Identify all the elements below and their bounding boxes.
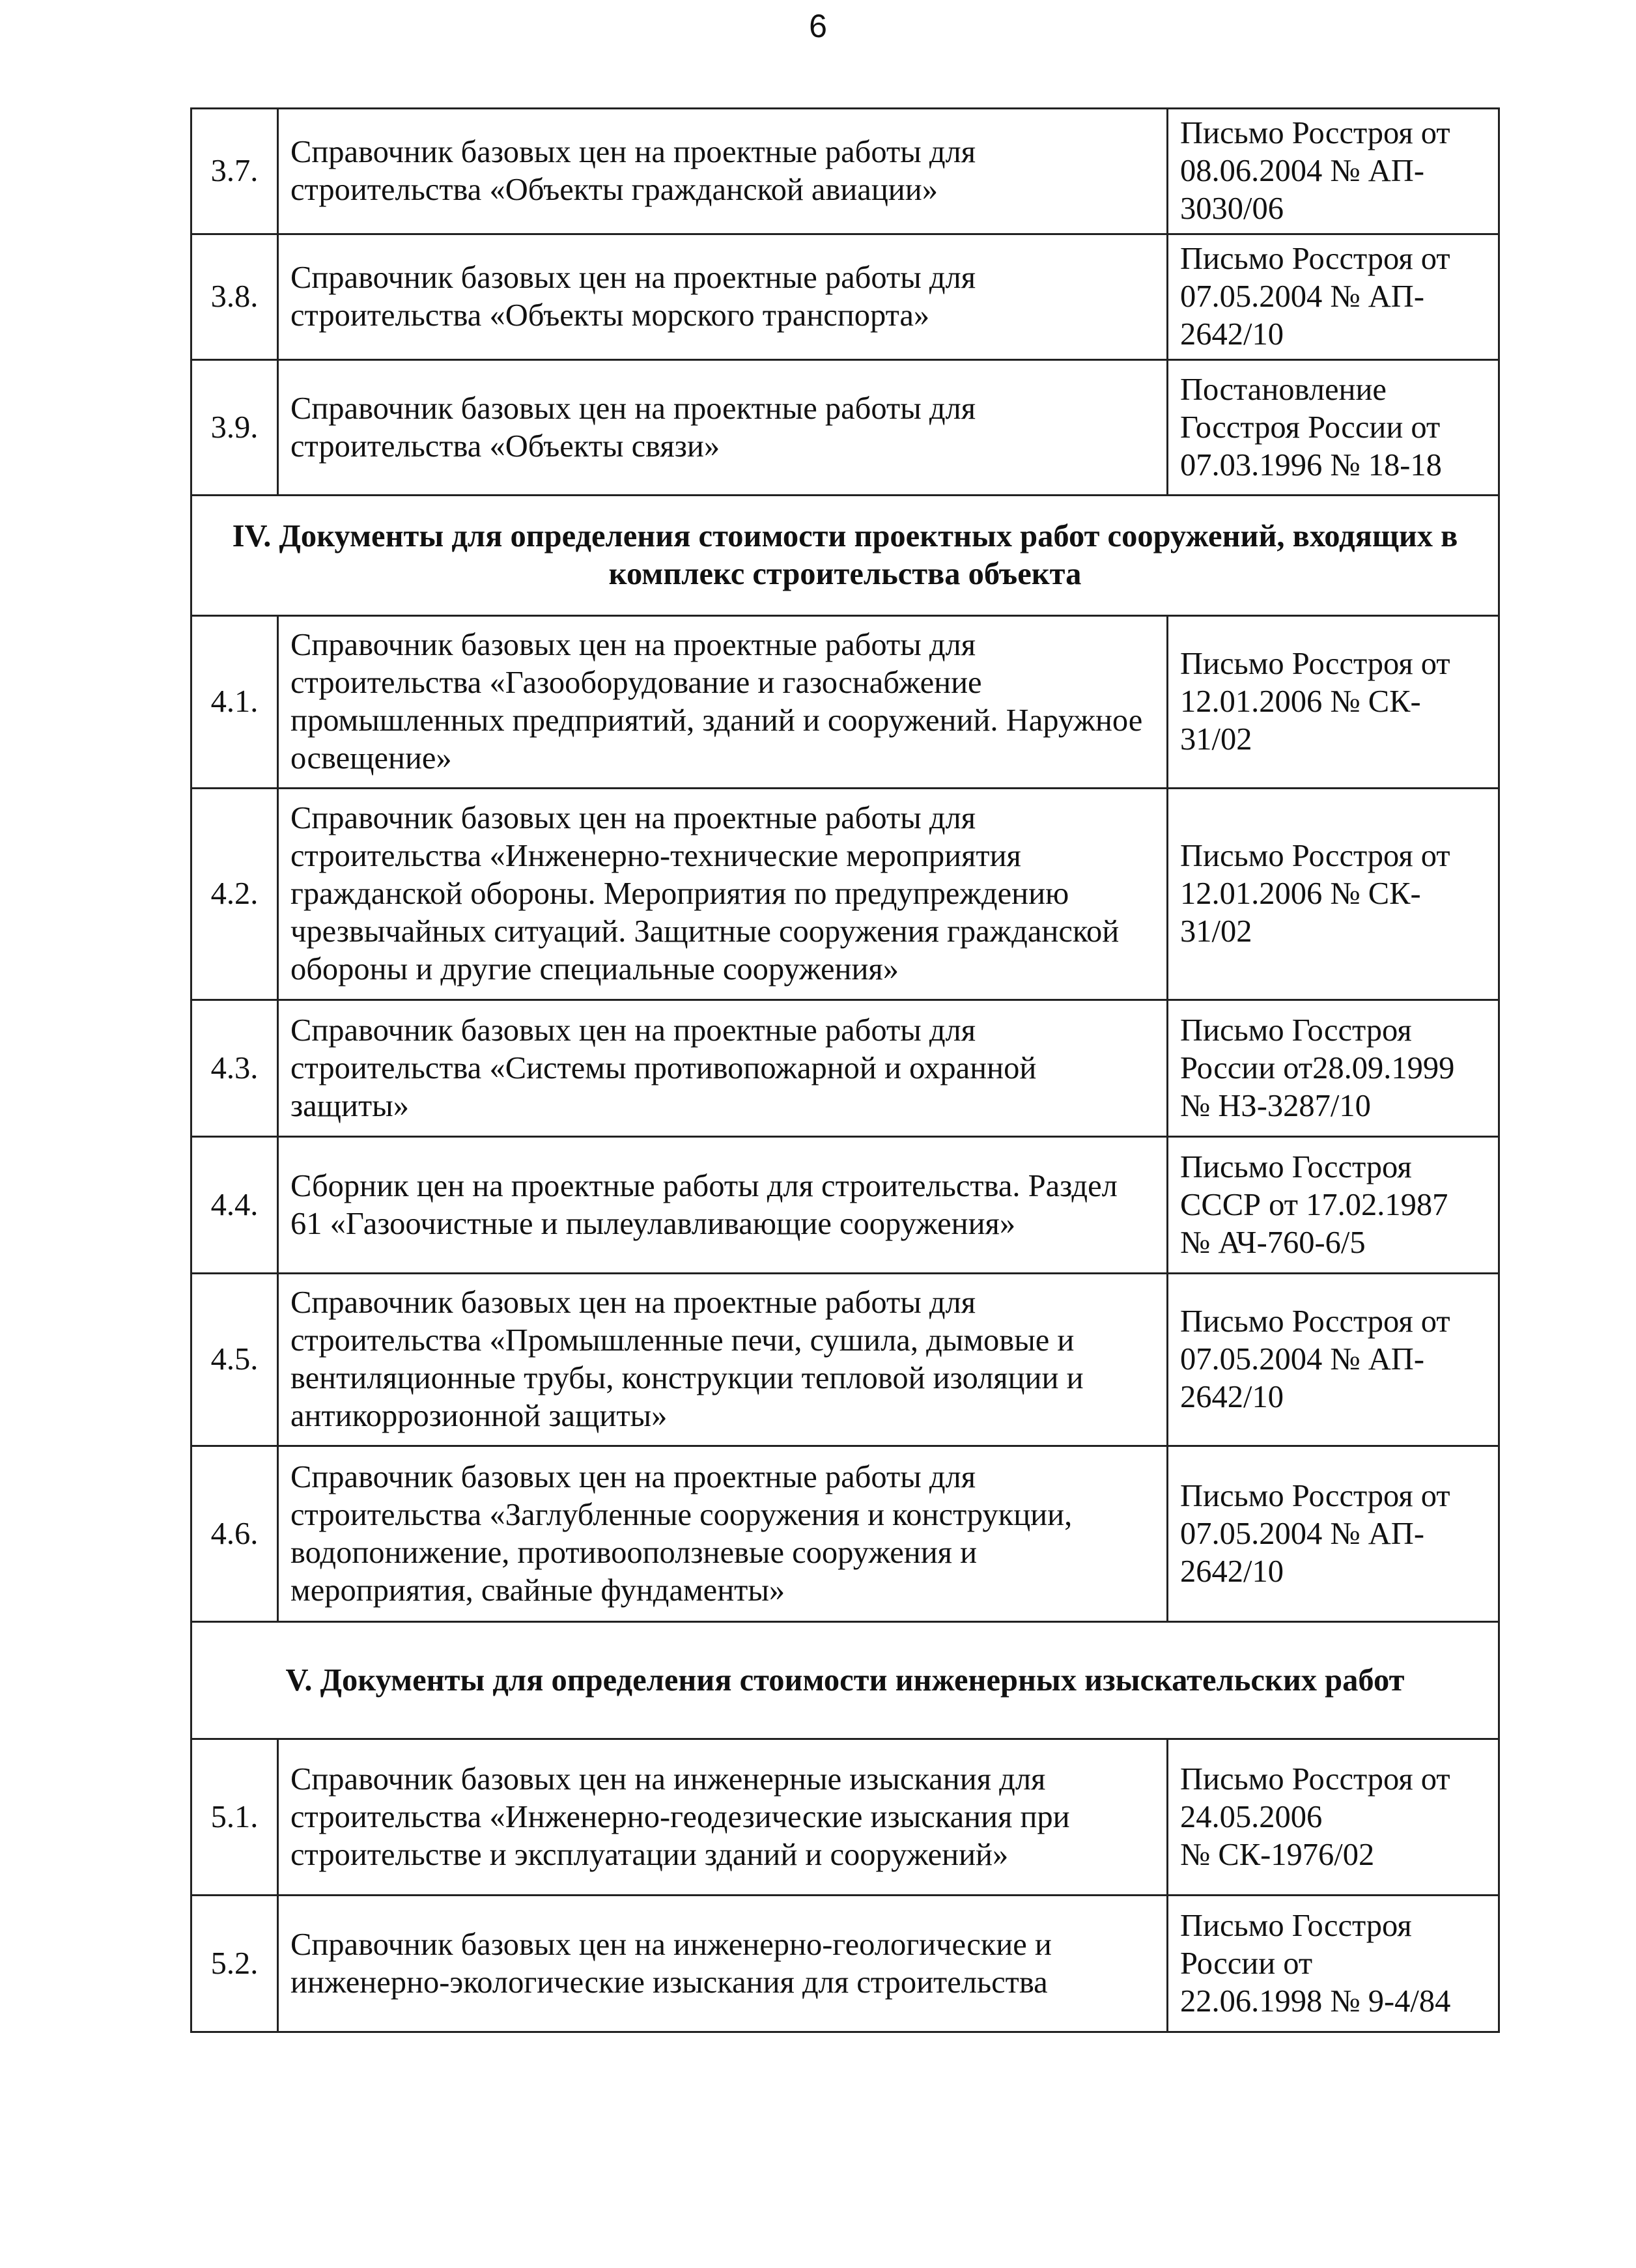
reference-line: 08.06.2004 № АП- [1180, 154, 1424, 188]
section-heading: IV. Документы для определения стоимости проектных работ сооружений, входящих в комплекс строительства объекта [191, 496, 1499, 616]
document-reference [1168, 1446, 1499, 1622]
document-title: Справочник базовых цен на проектные работы для строительства «Газооборудование и газоснабжение промышленных предприятий, зданий и сооружений. Наружное освещение» [278, 616, 1168, 789]
table-row [191, 1274, 1499, 1446]
document-title: Справочник базовых цен на инженерные изыскания для строительства «Инженерно-геодезические изыскания при строительстве и эксплуатации зданий и сооружений» [278, 1739, 1168, 1896]
document-reference [1168, 616, 1499, 789]
reference-line: Письмо Госстроя [1180, 1908, 1412, 1943]
reference-line: Госстроя России от [1180, 410, 1441, 445]
reference-line: 2642/10 [1180, 1380, 1284, 1414]
section-heading: V. Документы для определения стоимости инженерных изыскательских работ [191, 1622, 1499, 1739]
reference-line: Письмо Росстроя от [1180, 647, 1450, 681]
document-reference [1168, 360, 1499, 496]
reference-line: 31/02 [1180, 722, 1252, 757]
document-reference [1168, 1896, 1499, 2032]
reference-line: 12.01.2006 № СК- [1180, 684, 1421, 719]
row-number: 4.1. [191, 616, 278, 789]
table-row [191, 1446, 1499, 1622]
row-number: 3.8. [191, 234, 278, 360]
table-row [191, 1739, 1499, 1896]
reference-line: № АЧ-760-6/5 [1180, 1225, 1366, 1260]
document-reference [1168, 1274, 1499, 1446]
reference-line: России от [1180, 1946, 1313, 1981]
document-title: Справочник базовых цен на проектные работы для строительства «Заглубленные сооружения и конструкции, водопонижение, противооползневые сооружения и мероприятия, свайные фундаменты» [278, 1446, 1168, 1622]
reference-line: 07.03.1996 № 18-18 [1180, 447, 1442, 483]
document-reference [1168, 1739, 1499, 1896]
reference-line: 07.05.2004 № АП- [1180, 1342, 1424, 1377]
reference-line: 22.06.1998 № 9-4/84 [1180, 1983, 1451, 2019]
page-number: 6 [809, 8, 827, 44]
table-row [191, 109, 1499, 234]
document-title: Справочник базовых цен на проектные работы для строительства «Объекты связи» [278, 360, 1168, 496]
table-row [191, 360, 1499, 496]
reference-line: 3030/06 [1180, 191, 1284, 226]
table-row [191, 1137, 1499, 1274]
document-reference [1168, 109, 1499, 234]
reference-line: Письмо Росстроя от [1180, 1304, 1450, 1339]
reference-line: Письмо Госстроя [1180, 1013, 1412, 1048]
row-number: 3.7. [191, 109, 278, 234]
row-number: 5.1. [191, 1739, 278, 1896]
document-reference [1168, 789, 1499, 1000]
document-reference [1168, 234, 1499, 360]
row-number: 4.4. [191, 1137, 278, 1274]
row-number: 5.2. [191, 1896, 278, 2032]
reference-line: СССР от 17.02.1987 [1180, 1187, 1448, 1222]
table-row [191, 234, 1499, 360]
document-title: Справочник базовых цен на проектные работы для строительства «Объекты морского транспорта» [278, 234, 1168, 360]
reference-line: Письмо Госстроя [1180, 1149, 1412, 1184]
row-number: 3.9. [191, 360, 278, 496]
table-row [191, 789, 1499, 1000]
reference-line: 12.01.2006 № СК- [1180, 876, 1421, 911]
section-row [191, 1622, 1499, 1739]
reference-line: Письмо Росстроя от [1180, 1761, 1450, 1797]
document-reference [1168, 1137, 1499, 1274]
document-title: Справочник базовых цен на проектные работы для строительства «Инженерно-технические мероприятия гражданской обороны. Мероприятия по предупреждению чрезвычайных ситуаций. Защитные сооружения гражданской обороны и другие специальные сооружения» [278, 789, 1168, 1000]
reference-line: 31/02 [1180, 914, 1252, 949]
reference-line: 2642/10 [1180, 1554, 1284, 1589]
row-number: 4.5. [191, 1274, 278, 1446]
document-title: Справочник базовых цен на проектные работы для строительства «Объекты гражданской авиации» [278, 109, 1168, 234]
reference-line: 2642/10 [1180, 317, 1284, 352]
reference-line: № СК-1976/02 [1180, 1837, 1375, 1872]
reference-line: Письмо Росстроя от [1180, 839, 1450, 873]
reference-line: Письмо Росстроя от [1180, 116, 1450, 150]
document-reference [1168, 1000, 1499, 1137]
reference-line: Постановление [1180, 372, 1387, 407]
table-row [191, 1896, 1499, 2032]
document-title: Сборник цен на проектные работы для строительства. Раздел 61 «Газоочистные и пылеулавливающие сооружения» [278, 1137, 1168, 1274]
table-row [191, 616, 1499, 789]
row-number: 4.6. [191, 1446, 278, 1622]
reference-line: 07.05.2004 № АП- [1180, 279, 1424, 314]
reference-line: № НЗ-3287/10 [1180, 1088, 1371, 1123]
reference-line: Письмо Росстроя от [1180, 1478, 1450, 1513]
document-title: Справочник базовых цен на проектные работы для строительства «Промышленные печи, сушила, дымовые и вентиляционные трубы, конструкции тепловой изоляции и антикоррозионной защиты» [278, 1274, 1168, 1446]
reference-line: Письмо Росстроя от [1180, 242, 1450, 276]
section-row [191, 496, 1499, 616]
row-number: 4.3. [191, 1000, 278, 1137]
reference-line: 07.05.2004 № АП- [1180, 1516, 1424, 1551]
reference-line: 24.05.2006 [1180, 1799, 1323, 1834]
document-table [190, 107, 1500, 2033]
document-title: Справочник базовых цен на инженерно-геологические и инженерно-экологические изыскания для строительства [278, 1896, 1168, 2032]
table-row [191, 1000, 1499, 1137]
reference-line: России от28.09.1999 [1180, 1050, 1455, 1085]
row-number: 4.2. [191, 789, 278, 1000]
document-title: Справочник базовых цен на проектные работы для строительства «Системы противопожарной и охранной защиты» [278, 1000, 1168, 1137]
